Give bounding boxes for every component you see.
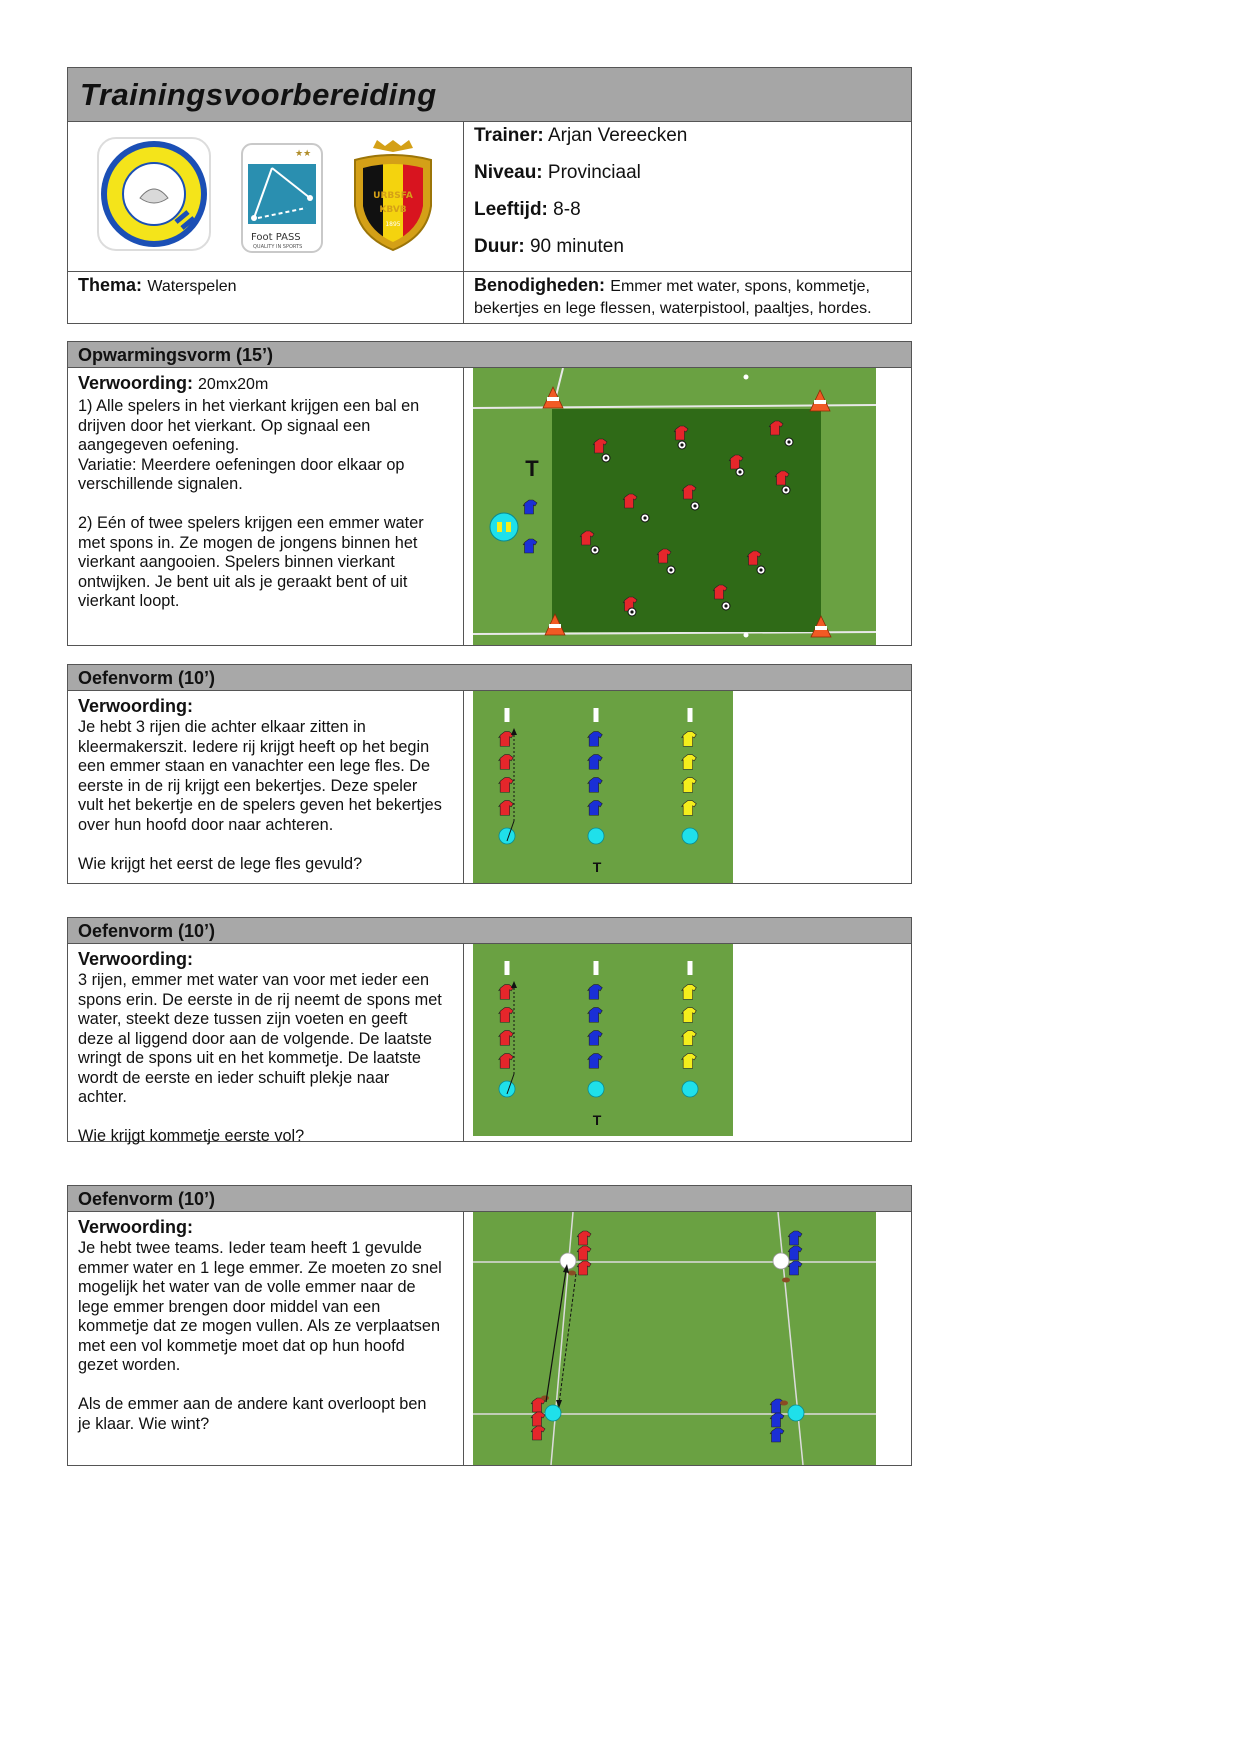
trainer-marker: T [525, 456, 539, 481]
benodigheden-value-1: Emmer met water, spons, kommetje, [610, 278, 870, 295]
text-line: 1) Alle spelers in het vierkant krijgen een bal en [78, 397, 420, 415]
post [505, 961, 510, 975]
text-line: mogelijk het water van de volle emmer naar de [78, 1278, 416, 1296]
text-line: ontwijken. Je bent uit als je geraakt bent of uit [78, 572, 408, 591]
text-line: lege emmer brengen door middel van een [78, 1297, 381, 1316]
thema-label: Thema [78, 275, 137, 295]
ball-patch [669, 568, 672, 571]
pitch [473, 691, 733, 883]
thema-line [78, 275, 237, 297]
benodigheden-separator: : [599, 275, 605, 295]
thema-separator: : [136, 275, 143, 295]
duur-line [474, 236, 624, 258]
section-4-title: Oefenvorm (10’) [78, 1189, 216, 1209]
text-line: kleermakerszit. Iedere rij krijgt heeft op het begin [78, 737, 430, 756]
benodigheden-label: Benodigheden [474, 275, 599, 295]
trainer-label: Trainer: [474, 125, 544, 146]
section-2-title: Oefenvorm (10’) [78, 668, 216, 688]
club-logo [96, 136, 212, 254]
section-1-header [67, 341, 912, 368]
text-line: deze al liggend door aan de volgende. De laatste [78, 1029, 432, 1048]
svg-text:KBVB: KBVB [379, 205, 407, 215]
bucket [682, 1081, 698, 1097]
text-line: over hun hoofd door naar achteren. [78, 815, 334, 834]
text-line: kommetje dat ze mogen vullen. Als ze verplaatsen [78, 1317, 440, 1335]
ball-patch [693, 504, 696, 507]
post [688, 708, 693, 722]
ball-patch [604, 456, 607, 459]
pitch-mark [744, 633, 749, 638]
text-line: met spons in. Ze mogen de jongens binnen het [78, 533, 418, 552]
rbfa-logo [345, 138, 441, 254]
section-3-verwoording-label: Verwoording: [78, 949, 194, 969]
cone-stripe [549, 624, 561, 628]
text-line: vult het bekertje en de spelers geven het bekertjes [78, 796, 442, 814]
water-bucket [490, 513, 518, 541]
bucket [588, 828, 604, 844]
text-line: Je hebt twee teams. Ieder team heeft 1 gevulde [78, 1239, 422, 1257]
star-icon: ★★ [295, 149, 312, 159]
footpass-logo [240, 142, 324, 254]
kommetje [780, 1401, 788, 1406]
pitch [473, 1212, 876, 1465]
cone-stripe [814, 400, 826, 404]
bucket [588, 1081, 604, 1097]
benodigheden-line-2 [474, 300, 872, 318]
relay-cup-diagram [473, 691, 733, 883]
niveau-value: Provinciaal [547, 162, 641, 183]
document-title-band [67, 67, 912, 122]
section-1-verwoording-label: Verwoording: [78, 373, 194, 393]
section-2-verwoording-label: Verwoording: [78, 696, 194, 716]
header-info-block [67, 121, 912, 324]
text-line: Als de emmer aan de andere kant overloopt ben [78, 1395, 427, 1413]
section-1-title: Opwarmingsvorm (15’) [78, 345, 274, 365]
niveau-label: Niveau: [474, 162, 543, 183]
svg-text:URBSFA: URBSFA [373, 191, 413, 201]
cone-stripe [547, 397, 559, 401]
section-2-header [67, 664, 912, 691]
header-row-divider [68, 271, 911, 272]
text-line: drijven door het vierkant. Op signaal een [78, 416, 371, 435]
leeftijd-line [474, 199, 581, 221]
kommetje [568, 1271, 576, 1276]
text-line: vierkant aangooien. Spelers binnen vierkant [78, 553, 395, 571]
text-line: je klaar. Wie wint? [78, 1414, 210, 1433]
ball-patch [784, 488, 787, 491]
text-line: Wie krijgt het eerst de lege fles gevuld? [78, 854, 363, 873]
bucket-handle [497, 522, 502, 532]
full-bucket [560, 1253, 576, 1269]
pitch-mark [744, 375, 749, 380]
ball-patch [643, 516, 646, 519]
text-line: water, steekt deze tussen zijn voeten en geeft [78, 1010, 408, 1028]
empty-bucket [788, 1405, 804, 1421]
text-line: spons erin. De eerste in de rij neemt de spons met [78, 990, 442, 1009]
bucket-handle [506, 522, 511, 532]
text-line: aangegeven oefening. [78, 436, 240, 454]
relay-sponge-diagram [473, 944, 733, 1136]
text-line: wringt de spons uit en het kommetje. De laatste [78, 1049, 421, 1067]
thema-value: Waterspelen [147, 278, 237, 295]
bucket [499, 828, 515, 844]
text-line: verschillende signalen. [78, 475, 243, 493]
text-line: gezet worden. [78, 1356, 181, 1374]
ball-patch [593, 548, 596, 551]
leeftijd-value: 8-8 [553, 199, 581, 220]
trainer-value: Arjan Vereecken [547, 125, 688, 146]
text-line: emmer water en 1 lege emmer. Ze moeten zo snel [78, 1258, 442, 1277]
bucket [499, 1081, 515, 1097]
section-3-header [67, 917, 912, 944]
ball-patch [787, 440, 790, 443]
bucket-transfer-diagram [473, 1212, 876, 1465]
section-3-title: Oefenvorm (10’) [78, 921, 216, 941]
document-title: Trainingsvoorbereiding [80, 77, 437, 112]
text-line: 2) Eén of twee spelers krijgen een emmer water [78, 514, 424, 532]
svg-text:1895: 1895 [385, 221, 401, 228]
ball-patch [680, 443, 683, 446]
kommetje [782, 1278, 790, 1283]
post [688, 961, 693, 975]
text-line: Variatie: Meerdere oefeningen door elkaar op [78, 455, 405, 474]
text-line: achter. [78, 1088, 127, 1106]
trainer-line [474, 125, 687, 147]
text-line: 3 rijen, emmer met water van voor met ieder een [78, 971, 430, 989]
ball-patch [630, 610, 633, 613]
kommetje [541, 1396, 549, 1401]
duur-label: Duur: [474, 236, 525, 257]
text-line: Je hebt 3 rijen die achter elkaar zitten in [78, 718, 366, 736]
section-4-header [67, 1185, 912, 1212]
niveau-line [474, 162, 641, 184]
empty-bucket [545, 1405, 561, 1421]
benodigheden-line [474, 275, 870, 297]
svg-text:Foot PASS: Foot PASS [251, 232, 301, 243]
section-1-verwoording-suffix: 20mx20m [198, 376, 269, 393]
warmup-diagram [473, 368, 876, 645]
ball-patch [759, 568, 762, 571]
text-line: eerste in de rij krijgt een bekertjes. Deze speler [78, 776, 418, 795]
trainer-marker: T [592, 859, 602, 875]
duur-value: 90 minuten [529, 236, 624, 257]
post [594, 961, 599, 975]
text-line: wordt de eerste en ieder schuift plekje naar [78, 1068, 390, 1087]
crown-icon [373, 140, 413, 152]
post [505, 708, 510, 722]
benodigheden-value-2: bekertjes en lege flessen, waterpistool, paaltjes, hordes. [474, 300, 872, 317]
leeftijd-label: Leeftijd: [474, 199, 548, 220]
ball-patch [738, 470, 741, 473]
full-bucket [773, 1253, 789, 1269]
text-line: Wie krijgt kommetje eerste vol? [78, 1127, 305, 1145]
trainer-marker: T [592, 1112, 602, 1128]
post [594, 708, 599, 722]
ball-patch [724, 604, 727, 607]
text-line: een emmer staan en vanachter een lege fles. De [78, 757, 431, 775]
section-4-verwoording-label: Verwoording: [78, 1217, 194, 1237]
bucket [682, 828, 698, 844]
svg-text:QUALITY IN SPORTS: QUALITY IN SPORTS [253, 244, 303, 250]
pitch [473, 944, 733, 1136]
text-line: vierkant loopt. [78, 592, 180, 610]
inner-square [552, 409, 821, 632]
header-divider [463, 122, 464, 323]
text-line: met een vol kommetje moet dat op hun hoofd [78, 1336, 405, 1355]
cone-stripe [815, 626, 827, 630]
